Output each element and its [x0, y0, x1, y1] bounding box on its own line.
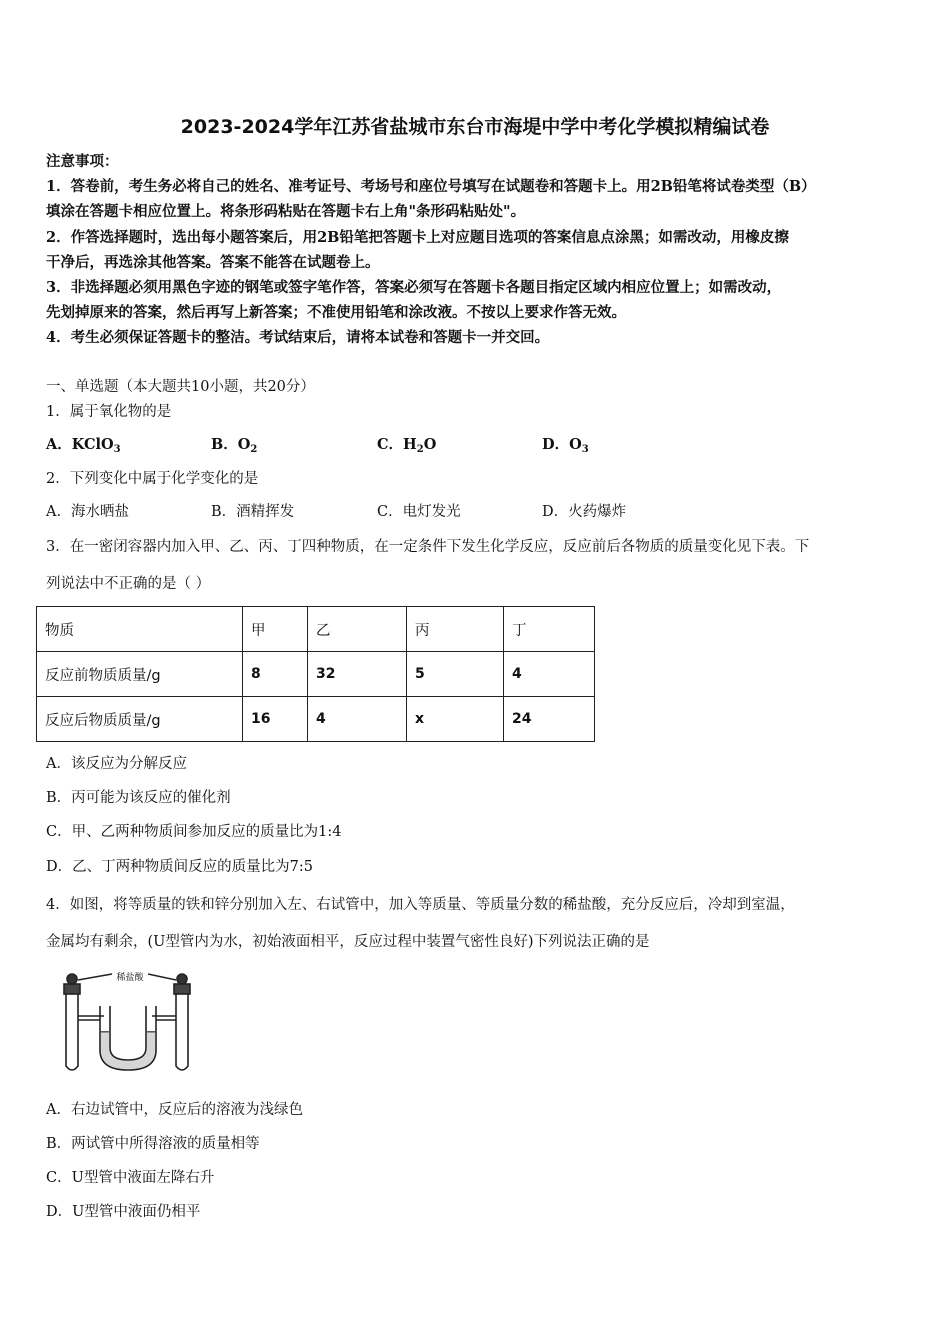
notice-line: 1．答卷前，考生务必将自己的姓名、准考证号、考场号和座位号填写在试题卷和答题卡上。用2B铅笔将试卷类型（B）: [46, 178, 816, 195]
q4-option-b: B．两试管中所得溶液的质量相等: [46, 1136, 260, 1152]
q3-option-c: C．甲、乙两种物质间参加反应的质量比为1:4: [46, 824, 342, 840]
table-header-row: [37, 607, 595, 652]
q4-option-c: C．U型管中液面左降右升: [46, 1170, 215, 1186]
mass-change-table: [36, 606, 595, 742]
table-row: [37, 697, 595, 742]
table-cell: 24: [504, 697, 595, 742]
notice-line: 先划掉原来的答案，然后再写上新答案；不准使用铅笔和涂改液。不按以上要求作答无效。: [46, 304, 626, 321]
table-cell: 5: [407, 652, 504, 697]
table-cell: 4: [308, 697, 407, 742]
question-3-stem-cont: 列说法中不正确的是（ ）: [46, 576, 211, 592]
question-2-stem: 2．下列变化中属于化学变化的是: [46, 471, 259, 487]
table-cell: 丁: [504, 607, 595, 652]
table-cell: 乙: [308, 607, 407, 652]
question-1-stem: 1．属于氧化物的是: [46, 404, 172, 420]
u-tube-apparatus-figure: [60, 970, 200, 1078]
q2-option-b: B．酒精挥发: [211, 504, 295, 520]
question-3-stem: 3．在一密闭容器内加入甲、乙、丙、丁四种物质，在一定条件下发生化学反应，反应前后各物质的质量变化见下表。下: [46, 539, 810, 555]
notice-line: 4．考生必须保证答题卡的整洁。考试结束后，请将本试卷和答题卡一并交回。: [46, 329, 550, 346]
question-4-stem-cont: 金属均有剩余，(U型管内为水，初始液面相平，反应过程中装置气密性良好)下列说法正确的是: [46, 934, 650, 950]
q3-option-d: D．乙、丁两种物质间反应的质量比为7:5: [46, 859, 313, 875]
section-heading: 一、单选题（本大题共10小题，共20分）: [46, 379, 315, 395]
notice-line: 2．作答选择题时，选出每小题答案后，用2B铅笔把答题卡上对应题目选项的答案信息点涂黑；如需改动，用橡皮擦: [46, 229, 789, 246]
q3-option-a: A．该反应为分解反应: [46, 756, 187, 772]
q2-option-a: A．海水晒盐: [46, 504, 129, 520]
q4-option-a: A．右边试管中，反应后的溶液为浅绿色: [46, 1102, 303, 1118]
notice-heading: 注意事项：: [46, 153, 119, 170]
question-4-stem: 4．如图，将等质量的铁和锌分别加入左、右试管中，加入等质量、等质量分数的稀盐酸，充分反应后，冷却到室温，: [46, 897, 795, 913]
q2-option-d: D．火药爆炸: [542, 504, 627, 520]
table-cell: 反应前物质质量/g: [37, 652, 243, 697]
table-cell: 丙: [407, 607, 504, 652]
q1-option-b: B．$O_2$: [211, 436, 258, 455]
page-title: 2023-2024学年江苏省盐城市东台市海堤中学中考化学模拟精编试卷: [180, 116, 770, 138]
notice-line: 填涂在答题卡相应位置上。将条形码粘贴在答题卡右上角"条形码粘贴处"。: [46, 203, 526, 220]
table-cell: 4: [504, 652, 595, 697]
q4-option-d: D．U型管中液面仍相平: [46, 1204, 201, 1220]
notice-line: 3．非选择题必须用黑色字迹的钢笔或签字笔作答，答案必须写在答题卡各题目指定区域内相应位置上；如需改动，: [46, 279, 782, 296]
table-cell: 物质: [37, 607, 243, 652]
table-cell: 甲: [243, 607, 308, 652]
notice-line: 干净后，再选涂其他答案。答案不能答在试题卷上。: [46, 254, 380, 271]
table-cell: 16: [243, 697, 308, 742]
q2-option-c: C．电灯发光: [377, 504, 461, 520]
q1-option-a: A．KClO$_3$: [46, 436, 121, 455]
q1-option-c: C．$H_2O$: [377, 436, 437, 455]
q1-option-d: D．$O_3$: [542, 436, 589, 455]
table-cell: 32: [308, 652, 407, 697]
table-cell: 反应后物质质量/g: [37, 697, 243, 742]
table-cell: 8: [243, 652, 308, 697]
figure-label: 稀盐酸: [116, 973, 144, 983]
table-cell: x: [407, 697, 504, 742]
table-row: [37, 652, 595, 697]
q3-option-b: B．丙可能为该反应的催化剂: [46, 790, 231, 806]
